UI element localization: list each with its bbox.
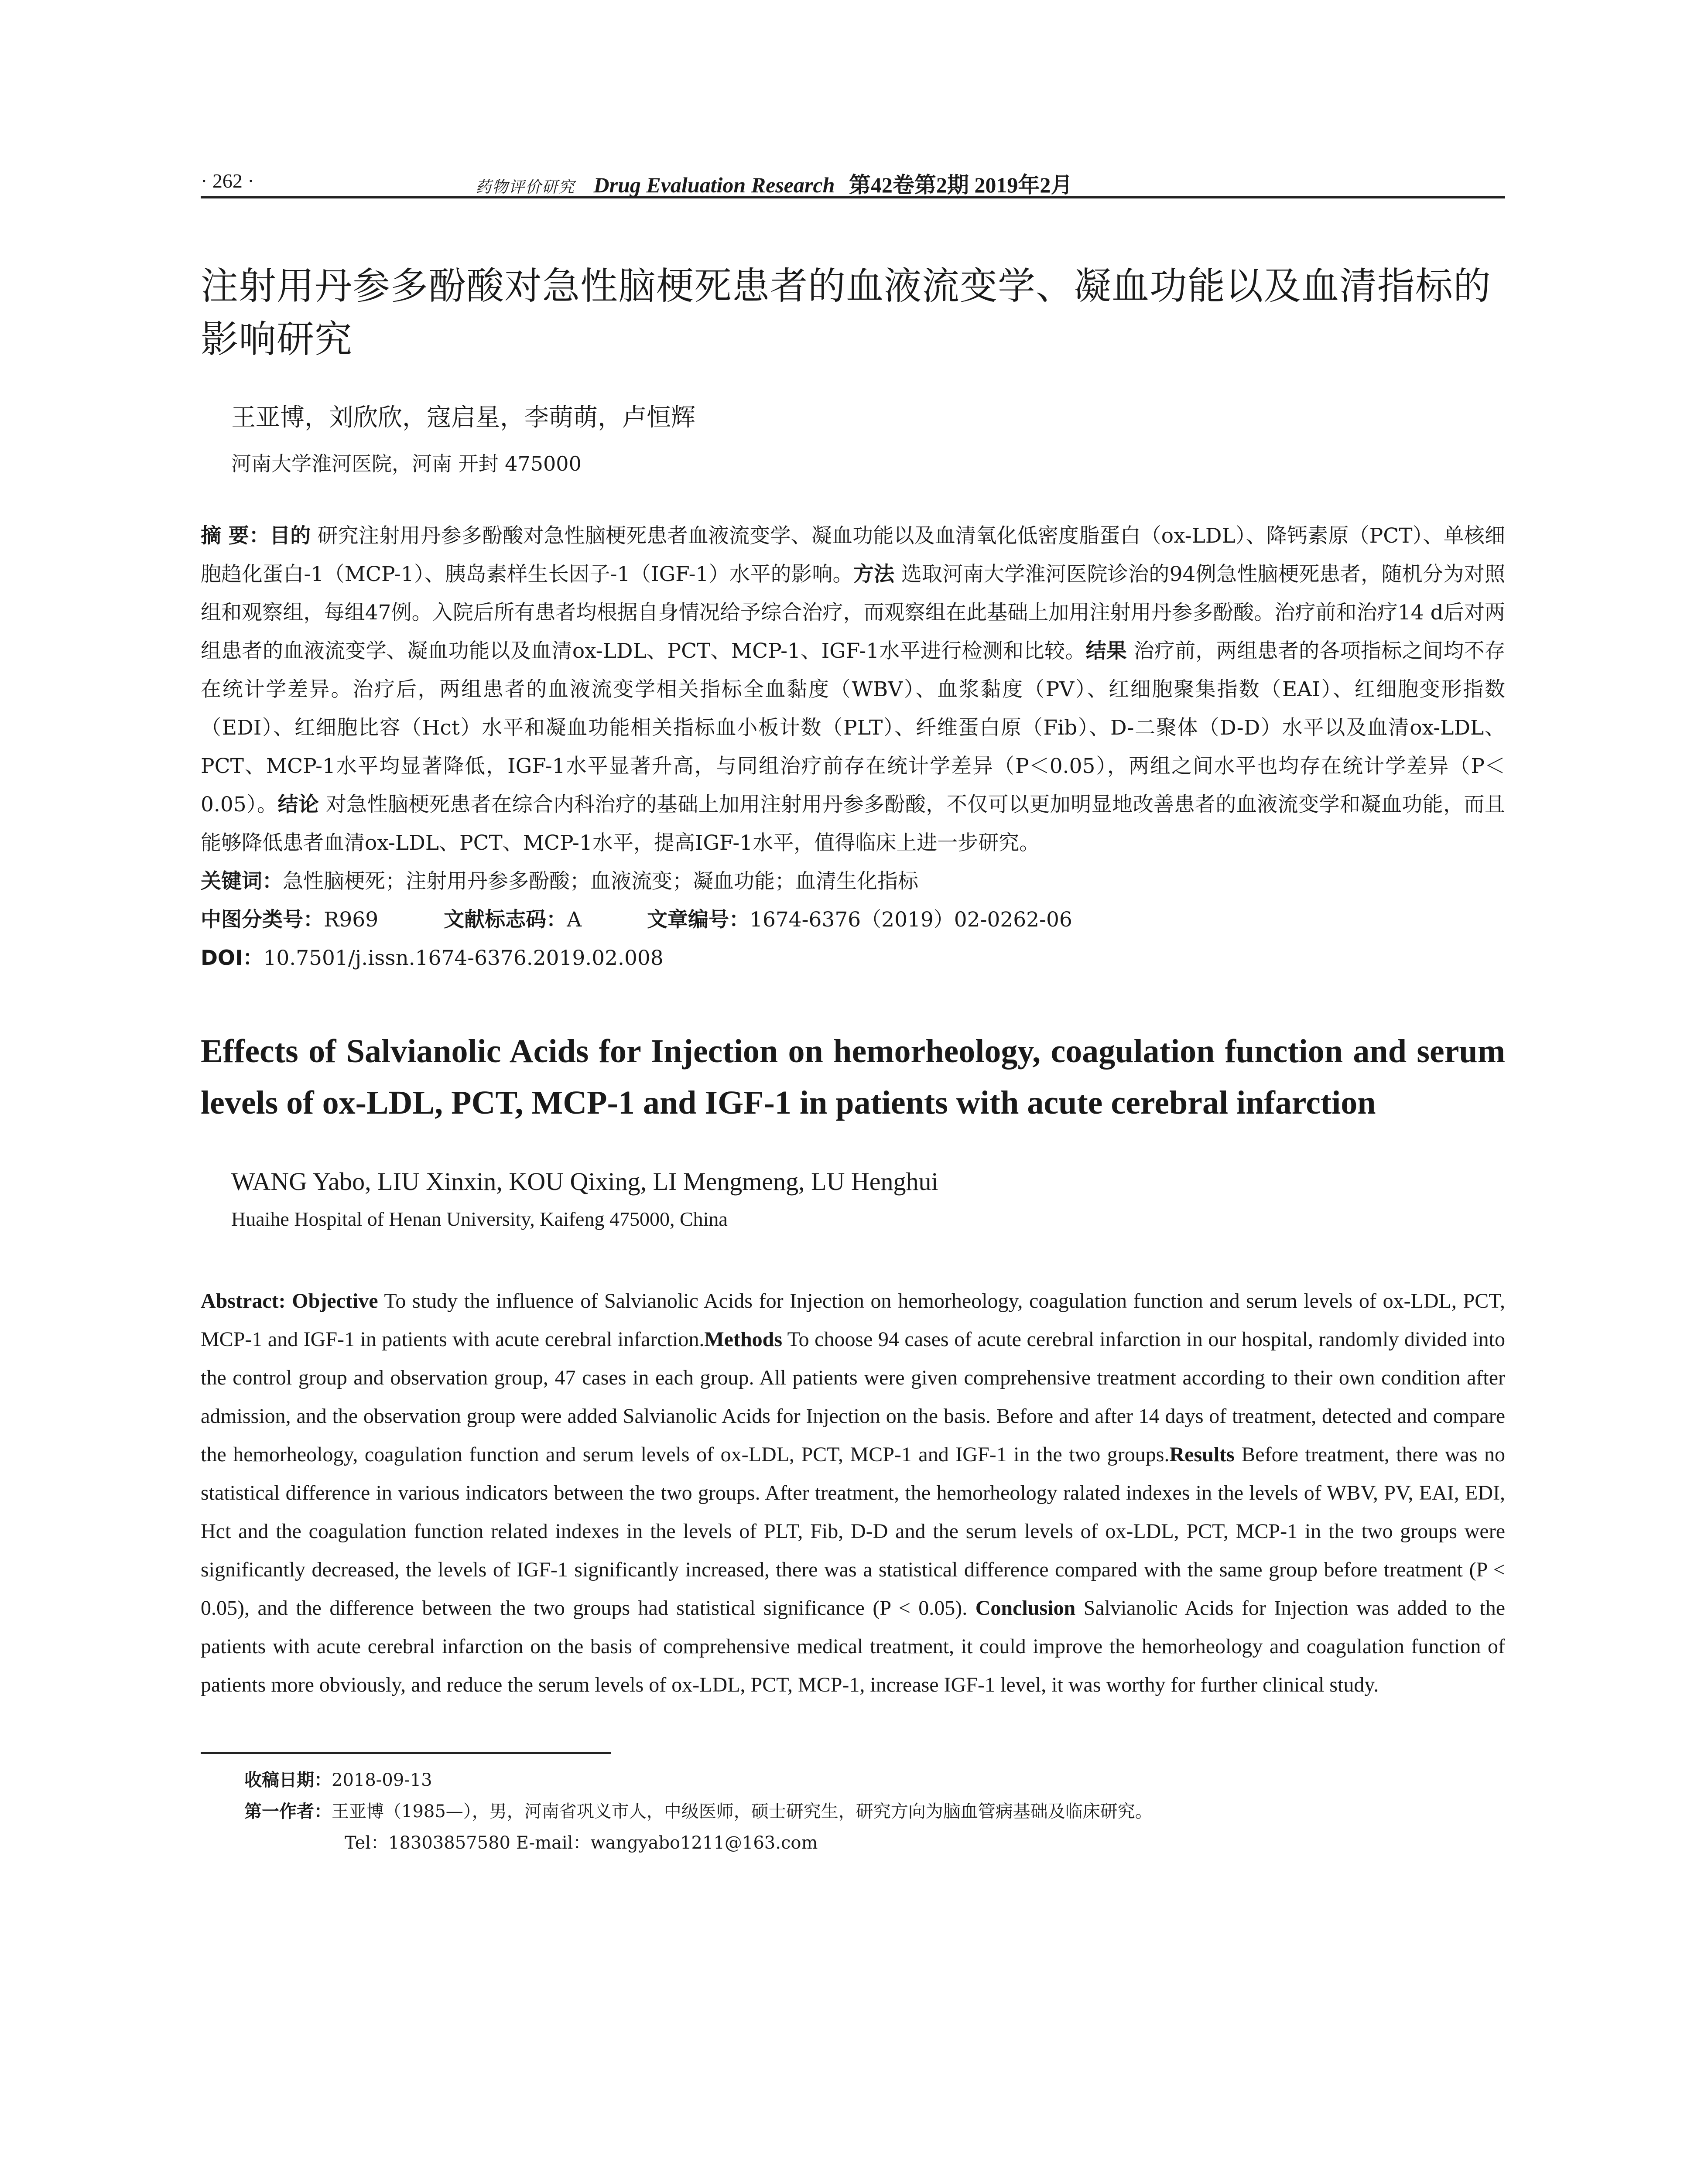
paper-page [201, 157, 1505, 1859]
methods-label-cn: 方法 [853, 562, 895, 586]
results-label-cn: 结果 [1085, 639, 1127, 663]
methods-text-cn: 选取河南大学淮河医院诊治的94例急性脑梗死患者，随机分为对照组和观察组，每组47例。入院后所有患者均根据自身情况给予综合治疗，而观察组在此基础上加用注射用丹参多酚酸。治疗前和治疗14 d后对两组患者的血液流变学、凝血功能以及血清ox-LDL、PCT、MCP-1、IGF-1水平进行检测和比较。 [201, 562, 1505, 663]
conclusion-text-en: Salvianolic Acids for Injection was added to the patients with acute cerebral infarction on the basis of comprehensive medical treatment, it could improve the hemorheology and coagulation function of patients more obviously, and reduce the serum levels of ox-LDL, PCT, MCP-1, increase IGF-1 level, it was worthy for further clinical study. [201, 1596, 1505, 1696]
doi-line [201, 939, 1505, 978]
first-author-line [244, 1796, 1505, 1827]
objective-text-cn: 研究注射用丹参多酚酸对急性脑梗死患者血液流变学、凝血功能以及血清氧化低密度脂蛋白（ox-LDL）、降钙素原（PCT）、单核细胞趋化蛋白-1（MCP-1）、胰岛素样生长因子-1（IGF-1）水平的影响。 [201, 524, 1505, 586]
abstract-cn [201, 517, 1505, 862]
clc-value: R969 [324, 908, 379, 932]
affiliation-en: Huaihe Hospital of Henan University, Kaifeng 475000, China [231, 1208, 728, 1230]
doc-code-label: 文献标志码： [444, 908, 567, 932]
classification-line [201, 901, 1505, 939]
authors-en: WANG Yabo, LIU Xinxin, KOU Qixing, LI Mengmeng, LU Henghui [231, 1167, 938, 1196]
journal-line [476, 168, 1072, 199]
journal-issue: 第42卷第2期 2019年2月 [849, 173, 1073, 197]
journal-name-en: Drug Evaluation Research [593, 173, 835, 197]
received-line [244, 1764, 1505, 1796]
footnote-divider [201, 1752, 611, 1754]
doc-code-value: A [567, 908, 582, 932]
objective-label-cn: 目的 [270, 524, 311, 548]
objective-label-en: Objective [292, 1289, 378, 1313]
first-author-text: 王亚博（1985—），男，河南省巩义市人，中级医师，硕士研究生，研究方向为脑血管病基础及临床研究。 [332, 1802, 1153, 1822]
page-number: · 262 · [201, 170, 254, 192]
first-author-label: 第一作者： [244, 1802, 332, 1822]
keywords-text: 急性脑梗死；注射用丹参多酚酸；血液流变；凝血功能；血清生化指标 [283, 869, 918, 893]
abstract-en [201, 1282, 1505, 1704]
title-en: Effects of Salvianolic Acids for Injection on hemorheology, coagulation function and serum levels of ox-LDL, PCT, MCP-1 and IGF-1 in patients with acute cerebral infarction [201, 1033, 1505, 1121]
objective-text-en: To study the influence of Salvianolic Acids for Injection on hemorheology, coagulation function and serum levels of ox-LDL, PCT, MCP-1 and IGF-1 in patients with acute cerebral infarction. [201, 1289, 1506, 1351]
affiliation-cn: 河南大学淮河医院，河南 开封 475000 [231, 452, 582, 475]
keywords-line [201, 862, 1505, 901]
methods-label-en: Methods [704, 1328, 783, 1351]
running-header [201, 157, 1505, 198]
abstract-cn-label: 摘 要： [201, 524, 270, 548]
conclusion-label-en: Conclusion [975, 1596, 1076, 1620]
article-no-label: 文章编号： [647, 908, 750, 932]
conclusion-label-cn: 结论 [277, 793, 319, 817]
results-label-en: Results [1169, 1443, 1235, 1466]
doi-label: DOI： [201, 946, 264, 970]
received-label: 收稿日期： [244, 1770, 332, 1790]
results-text-en: Before treatment, there was no statistical difference in various indicators between the two groups. After treatment, the hemorheology ralated indexes in the levels of WBV, PV, EAI, EDI, Hct and the coagulation function related indexes in the levels of PLT, Fib, D-D and the serum levels of ox-LDL, PCT, MCP-1 in the two groups were significantly decreased, the levels of IGF-1 significantly increased, there was a statistical difference compared with the same group before treatment (P < 0.05), and the difference between the two groups had statistical significance (P < 0.05). [201, 1443, 1505, 1620]
authors-cn: 王亚博，刘欣欣，寇启星，李萌萌，卢恒辉 [231, 403, 695, 432]
keywords-label: 关键词： [201, 869, 283, 893]
clc-label: 中图分类号： [201, 908, 324, 932]
journal-logo-cn: 药物评价研究 [476, 178, 575, 196]
conclusion-text-cn: 对急性脑梗死患者在综合内科治疗的基础上加用注射用丹参多酚酸，不仅可以更加明显地改善患者的血液流变学和凝血功能，而且能够降低患者血清ox-LDL、PCT、MCP-1水平，提高IGF-1水平，值得临床上进一步研究。 [201, 793, 1505, 855]
abstract-en-label: Abstract: [201, 1289, 286, 1313]
title-cn: 注射用丹参多酚酸对急性脑梗死患者的血液流变学、凝血功能以及血清指标的影响研究 [201, 264, 1491, 361]
doi-value[interactable]: 10.7501/j.issn.1674-6376.2019.02.008 [263, 946, 664, 970]
article-no-value: 1674-6376（2019）02-0262-06 [750, 908, 1072, 932]
footnotes [201, 1764, 1505, 1859]
contact-line: Tel：18303857580 E-mail：wangyabo1211@163.com [345, 1833, 818, 1853]
received-date: 2018-09-13 [332, 1770, 432, 1790]
methods-text-en: To choose 94 cases of acute cerebral infarction in our hospital, randomly divided into the control group and observation group, 47 cases in each group. All patients were given comprehensive treatment according to their own condition after admission, and the observation group were added Salvianolic Acids for Injection on the basis. Before and after 14 days of treatment, detected and compare the hemorheology, coagulation function and serum levels of ox-LDL, PCT, MCP-1 and IGF-1 in the two groups. [201, 1328, 1505, 1466]
results-text-cn: 治疗前，两组患者的各项指标之间均不存在统计学差异。治疗后，两组患者的血液流变学相关指标全血黏度（WBV）、血浆黏度（PV）、红细胞聚集指数（EAI）、红细胞变形指数（EDI）、红细胞比容（Hct）水平和凝血功能相关指标血小板计数（PLT）、纤维蛋白原（Fib）、D-二聚体（D-D）水平以及血清ox-LDL、PCT、MCP-1水平均显著降低，IGF-1水平显著升高，与同组治疗前存在统计学差异（P＜0.05），两组之间水平也均存在统计学差异（P＜0.05）。 [201, 639, 1505, 817]
